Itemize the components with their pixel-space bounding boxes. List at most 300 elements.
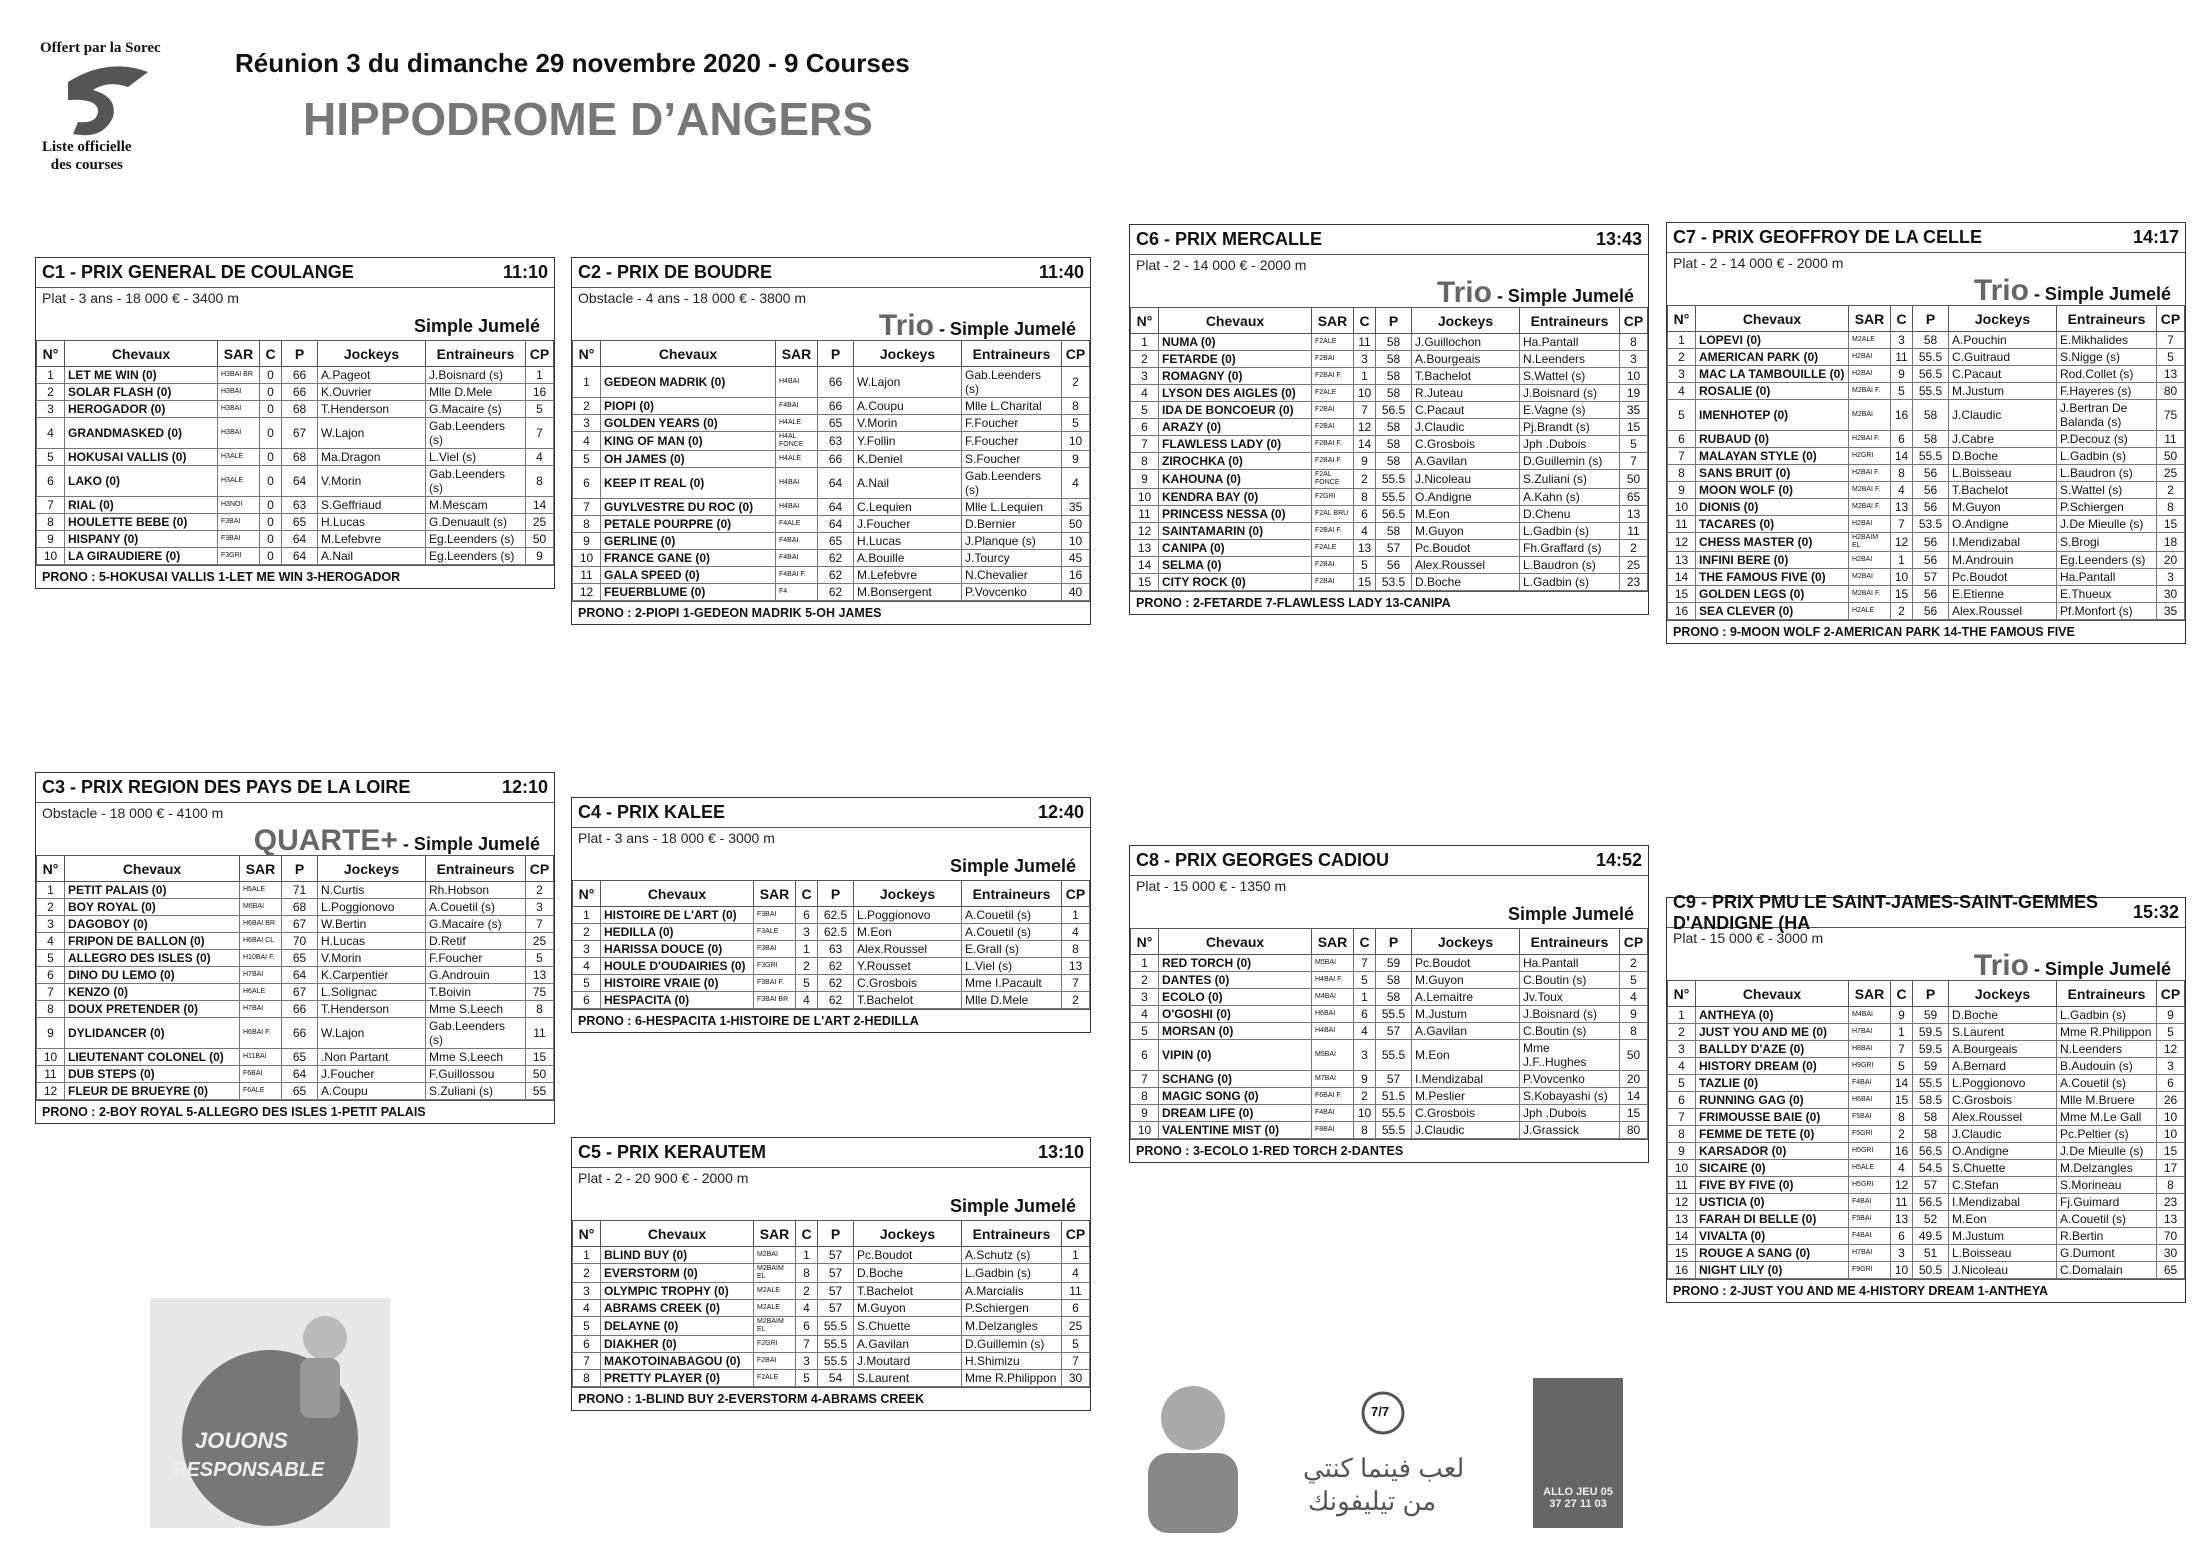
- table-cell: 5: [796, 1370, 818, 1387]
- table-cell: PRINCESS NESSA (0): [1159, 506, 1312, 523]
- table-cell: F3BAI: [754, 907, 796, 924]
- table-cell: 8: [573, 1370, 601, 1387]
- table-cell: H4BAI: [776, 367, 818, 398]
- column-header: N°: [1131, 308, 1159, 334]
- table-cell: F2GRI: [1312, 489, 1354, 506]
- table-cell: I.Mendizabal: [1949, 1194, 2057, 1211]
- table-cell: T.Bachelot: [1949, 482, 2057, 499]
- column-header: Entraineurs: [2057, 981, 2157, 1007]
- column-header: Jockeys: [1412, 308, 1520, 334]
- table-cell: J.Nicoleau: [1949, 1262, 2057, 1279]
- table-cell: AMERICAN PARK (0): [1696, 349, 1849, 366]
- table-cell: 1: [796, 941, 818, 958]
- table-cell: 80: [1620, 1122, 1648, 1139]
- bet-types: [1667, 274, 2185, 307]
- race-c4: [571, 797, 1091, 1033]
- column-header: SAR: [776, 341, 818, 367]
- table-cell: 30: [1062, 1370, 1090, 1387]
- table-cell: F3ALE: [754, 924, 796, 941]
- table-cell: DANTES (0): [1159, 972, 1312, 989]
- table-cell: RUNNING GAG (0): [1696, 1092, 1849, 1109]
- table-cell: ARAZY (0): [1159, 419, 1312, 436]
- table-cell: 2: [526, 882, 554, 899]
- table-cell: L.Poggionovo: [1949, 1075, 2057, 1092]
- table-cell: LIEUTENANT COLONEL (0): [65, 1049, 240, 1066]
- table-cell: T.Bachelot: [1412, 368, 1520, 385]
- table-cell: 55.5: [1913, 349, 1949, 366]
- table-cell: 3: [1891, 332, 1913, 349]
- bet-big-label: Trio: [878, 309, 934, 342]
- table-cell: H4ALE: [776, 415, 818, 432]
- table-row: [573, 941, 1090, 958]
- table-cell: 3: [796, 924, 818, 941]
- table-cell: A.Couetil (s): [962, 907, 1062, 924]
- table-row: [1131, 1006, 1648, 1023]
- table-cell: 55.5: [1376, 1122, 1412, 1139]
- table-row: [573, 975, 1090, 992]
- table-cell: F4ALE: [776, 516, 818, 533]
- table-row: [1668, 586, 2185, 603]
- table-cell: H9GRI: [1849, 1058, 1891, 1075]
- column-header: C: [796, 1221, 818, 1247]
- table-cell: 0: [260, 384, 282, 401]
- table-cell: DOUX PRETENDER (0): [65, 1001, 240, 1018]
- table-cell: 40: [1062, 584, 1090, 601]
- table-row: [1131, 1023, 1648, 1040]
- table-cell: Rh.Hobson: [426, 882, 526, 899]
- table-cell: L.Gadbin (s): [2057, 1007, 2157, 1024]
- table-cell: 13: [1891, 499, 1913, 516]
- race-header: [1130, 225, 1648, 255]
- table-cell: 13: [1131, 540, 1159, 557]
- table-cell: A.Coupu: [854, 398, 962, 415]
- race-time: 15:32: [2132, 902, 2179, 922]
- table-cell: H3BAI: [218, 401, 260, 418]
- table-cell: F2BAI F.: [1312, 368, 1354, 385]
- table-cell: LET ME WIN (0): [65, 367, 218, 384]
- table-cell: F2ALE: [1312, 334, 1354, 351]
- table-cell: 10: [1062, 432, 1090, 451]
- table-cell: 25: [1062, 1317, 1090, 1336]
- table-cell: 66: [282, 1018, 318, 1049]
- race-c9: [1666, 891, 2186, 1303]
- race-title: C5 - PRIX KERAUTEM: [578, 1142, 767, 1162]
- table-cell: DAGOBOY (0): [65, 916, 240, 933]
- table-cell: J.Boisnard (s): [426, 367, 526, 384]
- table-cell: 52: [1913, 1211, 1949, 1228]
- column-header: SAR: [1849, 981, 1891, 1007]
- table-cell: FRIPON DE BALLON (0): [65, 933, 240, 950]
- table-row: [37, 1083, 554, 1100]
- race-header: [36, 773, 554, 803]
- table-cell: 0: [260, 548, 282, 565]
- table-cell: 2: [37, 899, 65, 916]
- table-cell: 10: [1891, 1262, 1913, 1279]
- table-cell: E.Grall (s): [962, 941, 1062, 958]
- table-cell: 6: [573, 1336, 601, 1353]
- table-cell: M2ALE: [1849, 332, 1891, 349]
- table-cell: 0: [260, 418, 282, 449]
- table-cell: N.Curtis: [318, 882, 426, 899]
- table-cell: 2: [1062, 992, 1090, 1009]
- table-cell: 1: [1062, 907, 1090, 924]
- table-cell: 58: [1376, 351, 1412, 368]
- table-cell: H2BAIM EL: [1849, 533, 1891, 552]
- table-cell: M2BAI: [754, 1247, 796, 1264]
- table-cell: 56: [1913, 465, 1949, 482]
- table-cell: 6: [796, 1317, 818, 1336]
- table-cell: J.Nicoleau: [1412, 470, 1520, 489]
- table-cell: M.Peslier: [1412, 1088, 1520, 1105]
- table-cell: D.Chenu: [1520, 506, 1620, 523]
- svg-text:RESPONSABLE: RESPONSABLE: [172, 1459, 325, 1481]
- table-row: [573, 1283, 1090, 1300]
- table-cell: 0: [260, 466, 282, 497]
- column-header: CP: [1062, 341, 1090, 367]
- table-cell: F5BAI: [1849, 1211, 1891, 1228]
- table-cell: H7BAI: [1849, 1245, 1891, 1262]
- table-cell: 64: [282, 531, 318, 548]
- table-cell: 7: [1062, 975, 1090, 992]
- table-cell: DIAKHER (0): [601, 1336, 754, 1353]
- table-cell: FEUERBLUME (0): [601, 584, 776, 601]
- race-conditions: Plat - 2 - 14 000 € - 2000 m: [1136, 257, 1307, 273]
- table-cell: H5GRI: [1849, 1143, 1891, 1160]
- table-cell: M6BAI: [240, 899, 282, 916]
- table-cell: VIVALTA (0): [1696, 1228, 1849, 1245]
- table-row: [1668, 332, 2185, 349]
- table-cell: K.Carpentier: [318, 967, 426, 984]
- ad2-badge: 7/7: [1371, 1404, 1390, 1419]
- table-cell: F3GRI: [218, 548, 260, 565]
- table-cell: 50: [1062, 516, 1090, 533]
- table-cell: HOULETTE BEBE (0): [65, 514, 218, 531]
- table-cell: M.Guyon: [1412, 523, 1520, 540]
- table-row: [1668, 1228, 2185, 1245]
- table-cell: H4BAI: [776, 499, 818, 516]
- table-cell: Alex.Roussel: [1412, 557, 1520, 574]
- table-cell: J.Claudic: [1412, 1122, 1520, 1139]
- table-cell: 55.5: [1376, 489, 1412, 506]
- table-cell: 64: [818, 468, 854, 499]
- table-cell: Mme R.Philippon: [2057, 1024, 2157, 1041]
- table-cell: 58: [1913, 332, 1949, 349]
- table-cell: 65: [1620, 489, 1648, 506]
- table-cell: F4BAI F.: [776, 567, 818, 584]
- table-row: [1668, 552, 2185, 569]
- table-cell: J.Boisnard (s): [1520, 385, 1620, 402]
- table-cell: H4ALE: [776, 451, 818, 468]
- table-cell: 9: [1891, 1007, 1913, 1024]
- table-cell: 57: [1913, 1177, 1949, 1194]
- bet-label: Simple Jumelé: [949, 856, 1076, 876]
- table-row: [573, 992, 1090, 1009]
- table-row: [573, 1353, 1090, 1370]
- table-row: [1131, 557, 1648, 574]
- table-cell: J.Boisnard (s): [1520, 1006, 1620, 1023]
- race-title: C8 - PRIX GEORGES CADIOU: [1136, 850, 1390, 870]
- table-cell: 58: [1913, 400, 1949, 431]
- table-cell: F9GRI: [1849, 1262, 1891, 1279]
- table-cell: 62: [818, 550, 854, 567]
- table-cell: 8: [37, 1001, 65, 1018]
- bet-label: - Simple Jumelé: [397, 834, 540, 854]
- race-header: [572, 258, 1090, 288]
- table-cell: 10: [1062, 533, 1090, 550]
- table-cell: 63: [818, 432, 854, 451]
- table-cell: F3BAI: [754, 941, 796, 958]
- table-cell: 62: [818, 958, 854, 975]
- table-cell: 66: [282, 1001, 318, 1018]
- table-cell: 62: [818, 567, 854, 584]
- table-cell: F4BAI: [1312, 1105, 1354, 1122]
- table-cell: HARISSA DOUCE (0): [601, 941, 754, 958]
- table-row: [1668, 1024, 2185, 1041]
- table-cell: 66: [818, 451, 854, 468]
- table-cell: G.Dumont: [2057, 1245, 2157, 1262]
- race-table: [1667, 980, 2185, 1279]
- column-header: P: [1376, 929, 1412, 955]
- table-cell: 7: [526, 418, 554, 449]
- table-cell: H2BAI: [1849, 366, 1891, 383]
- table-cell: 57: [1376, 1071, 1412, 1088]
- table-cell: 12: [1354, 419, 1376, 436]
- table-cell: 4: [1891, 482, 1913, 499]
- table-cell: 14: [1354, 436, 1376, 453]
- table-cell: 7: [37, 984, 65, 1001]
- table-cell: H3BAI: [218, 418, 260, 449]
- table-cell: H4BAI F.: [1312, 972, 1354, 989]
- table-cell: M.Justum: [1412, 1006, 1520, 1023]
- table-cell: Mme R.Philippon: [962, 1370, 1062, 1387]
- table-cell: 11: [573, 567, 601, 584]
- table-cell: 8: [1891, 1109, 1913, 1126]
- table-row: [1668, 1160, 2185, 1177]
- table-cell: 2: [37, 384, 65, 401]
- column-header: N°: [1131, 929, 1159, 955]
- table-cell: 58: [1376, 453, 1412, 470]
- table-cell: 55.5: [1913, 1075, 1949, 1092]
- table-cell: L.Gadbin (s): [1520, 523, 1620, 540]
- table-cell: 56: [1913, 552, 1949, 569]
- table-cell: FLAWLESS LADY (0): [1159, 436, 1312, 453]
- bet-label: - Simple Jumelé: [2028, 284, 2171, 304]
- table-cell: S.Zuliani (s): [1520, 470, 1620, 489]
- table-cell: PRETTY PLAYER (0): [601, 1370, 754, 1387]
- table-cell: C.Lequien: [854, 499, 962, 516]
- table-cell: 6: [796, 907, 818, 924]
- table-cell: LOPEVI (0): [1696, 332, 1849, 349]
- table-cell: 50: [1620, 470, 1648, 489]
- table-cell: 65: [282, 950, 318, 967]
- table-cell: 3: [2157, 569, 2185, 586]
- table-cell: F5BAI: [1849, 1109, 1891, 1126]
- table-cell: SICAIRE (0): [1696, 1160, 1849, 1177]
- race-table: [1130, 928, 1648, 1139]
- table-cell: 75: [2157, 400, 2185, 431]
- table-cell: H.Lucas: [318, 933, 426, 950]
- race-table: [36, 855, 554, 1100]
- table-cell: 3: [2157, 1058, 2185, 1075]
- table-cell: 7: [1620, 453, 1648, 470]
- bet-types: [572, 1192, 1090, 1220]
- table-cell: 6: [573, 992, 601, 1009]
- table-cell: Mlle L.Lequien: [962, 499, 1062, 516]
- table-cell: 9: [1062, 451, 1090, 468]
- column-header: P: [818, 1221, 854, 1247]
- table-cell: 3: [1668, 1041, 1696, 1058]
- table-cell: 1: [1891, 552, 1913, 569]
- table-cell: 64: [818, 516, 854, 533]
- table-cell: FEMME DE TETE (0): [1696, 1126, 1849, 1143]
- table-cell: 70: [2157, 1228, 2185, 1245]
- table-cell: 50: [2157, 448, 2185, 465]
- table-cell: 4: [1062, 468, 1090, 499]
- table-cell: H2BAI: [1849, 516, 1891, 533]
- table-cell: 14: [1668, 1228, 1696, 1245]
- bet-label: Simple Jumelé: [413, 316, 540, 336]
- table-cell: 18: [2157, 533, 2185, 552]
- table-cell: 1: [796, 1247, 818, 1264]
- table-cell: 5: [2157, 1024, 2185, 1041]
- table-cell: 17: [2157, 1160, 2185, 1177]
- table-cell: VIPIN (0): [1159, 1040, 1312, 1071]
- table-cell: O.Andigne: [1412, 489, 1520, 506]
- table-row: [573, 468, 1090, 499]
- table-cell: F2BAI F.: [1312, 523, 1354, 540]
- table-cell: 5: [573, 975, 601, 992]
- table-cell: S.Geffriaud: [318, 497, 426, 514]
- table-cell: MALAYAN STYLE (0): [1696, 448, 1849, 465]
- table-cell: KENDRA BAY (0): [1159, 489, 1312, 506]
- table-cell: 9: [37, 531, 65, 548]
- table-cell: 1: [1131, 334, 1159, 351]
- table-cell: 56: [1376, 557, 1412, 574]
- table-cell: Jph .Dubois: [1520, 436, 1620, 453]
- table-cell: E.Mikhalides: [2057, 332, 2157, 349]
- table-cell: ECOLO (0): [1159, 989, 1312, 1006]
- table-cell: LYSON DES AIGLES (0): [1159, 385, 1312, 402]
- logo-bottom-text-2: des courses: [50, 157, 123, 173]
- table-cell: 6: [1131, 419, 1159, 436]
- table-cell: 3: [573, 415, 601, 432]
- table-cell: 13: [1668, 1211, 1696, 1228]
- table-cell: IMENHOTEP (0): [1696, 400, 1849, 431]
- table-cell: GOLDEN YEARS (0): [601, 415, 776, 432]
- table-cell: 7: [2157, 332, 2185, 349]
- table-cell: L.Boisseau: [1949, 1245, 2057, 1262]
- table-cell: T.Henderson: [318, 401, 426, 418]
- table-cell: 16: [1891, 400, 1913, 431]
- table-cell: 13: [1354, 540, 1376, 557]
- table-cell: 35: [1062, 499, 1090, 516]
- table-cell: H3BAI: [218, 384, 260, 401]
- table-cell: 6: [1354, 506, 1376, 523]
- race-table: [1130, 307, 1648, 591]
- table-cell: L.Gadbin (s): [962, 1264, 1062, 1283]
- table-cell: 66: [282, 384, 318, 401]
- table-row: [1668, 1143, 2185, 1160]
- table-cell: GEDEON MADRIK (0): [601, 367, 776, 398]
- race-table: [572, 880, 1090, 1009]
- table-cell: 23: [1620, 574, 1648, 591]
- table-cell: A.Gavilan: [1412, 1023, 1520, 1040]
- table-cell: Gab.Leenders (s): [426, 1018, 526, 1049]
- race-c7: [1666, 222, 2186, 644]
- column-header: Chevaux: [1696, 981, 1849, 1007]
- bet-types: [572, 309, 1090, 342]
- table-cell: 10: [1891, 569, 1913, 586]
- table-row: [1668, 516, 2185, 533]
- table-cell: 25: [526, 514, 554, 531]
- table-cell: BOY ROYAL (0): [65, 899, 240, 916]
- table-cell: 4: [1062, 1264, 1090, 1283]
- table-cell: 11: [1354, 334, 1376, 351]
- column-header: N°: [37, 856, 65, 882]
- table-cell: 1: [1131, 955, 1159, 972]
- table-row: [1131, 506, 1648, 523]
- table-row: [1668, 465, 2185, 482]
- table-cell: FRANCE GANE (0): [601, 550, 776, 567]
- table-row: [1131, 1122, 1648, 1139]
- table-cell: 6: [1668, 1092, 1696, 1109]
- table-cell: A.Couetil (s): [2057, 1211, 2157, 1228]
- table-row: [1668, 1194, 2185, 1211]
- table-cell: 0: [260, 367, 282, 384]
- column-header: SAR: [240, 856, 282, 882]
- table-cell: M.Eon: [1949, 1211, 2057, 1228]
- table-cell: GRANDMASKED (0): [65, 418, 218, 449]
- race-table: [36, 340, 554, 565]
- table-cell: F2BAI F.: [1312, 436, 1354, 453]
- table-cell: 7: [573, 499, 601, 516]
- race-table: [572, 1220, 1090, 1387]
- bet-types: [1130, 900, 1648, 928]
- table-cell: 3: [37, 401, 65, 418]
- table-cell: I.Mendizabal: [1949, 533, 2057, 552]
- table-cell: 4: [37, 933, 65, 950]
- race-c1: [35, 257, 555, 589]
- table-cell: 50: [1620, 1040, 1648, 1071]
- table-cell: 20: [2157, 552, 2185, 569]
- table-cell: 5: [1668, 400, 1696, 431]
- table-cell: L.Solignac: [318, 984, 426, 1001]
- table-cell: RIAL (0): [65, 497, 218, 514]
- table-cell: G.Macaire (s): [426, 916, 526, 933]
- table-cell: 5: [573, 451, 601, 468]
- table-cell: F2ALE: [754, 1370, 796, 1387]
- table-cell: 3: [1891, 1245, 1913, 1262]
- table-cell: 2: [1668, 1024, 1696, 1041]
- table-cell: GALA SPEED (0): [601, 567, 776, 584]
- table-cell: 56: [1913, 533, 1949, 552]
- horseshoe-logo-icon: [58, 62, 158, 142]
- bet-label: Simple Jumelé: [949, 1196, 1076, 1216]
- table-cell: SAINTAMARIN (0): [1159, 523, 1312, 540]
- table-cell: 4: [1668, 383, 1696, 400]
- table-cell: H3NOI: [218, 497, 260, 514]
- race-conditions: Plat - 3 ans - 18 000 € - 3000 m: [578, 830, 775, 846]
- table-row: [1668, 1109, 2185, 1126]
- table-row: [37, 933, 554, 950]
- column-header: Jockeys: [854, 341, 962, 367]
- table-cell: Ma.Dragon: [318, 449, 426, 466]
- table-cell: RED TORCH (0): [1159, 955, 1312, 972]
- table-cell: J.De Mieulle (s): [2057, 516, 2157, 533]
- table-row: [37, 418, 554, 449]
- table-cell: C.Boutin (s): [1520, 1023, 1620, 1040]
- table-cell: 5: [2157, 349, 2185, 366]
